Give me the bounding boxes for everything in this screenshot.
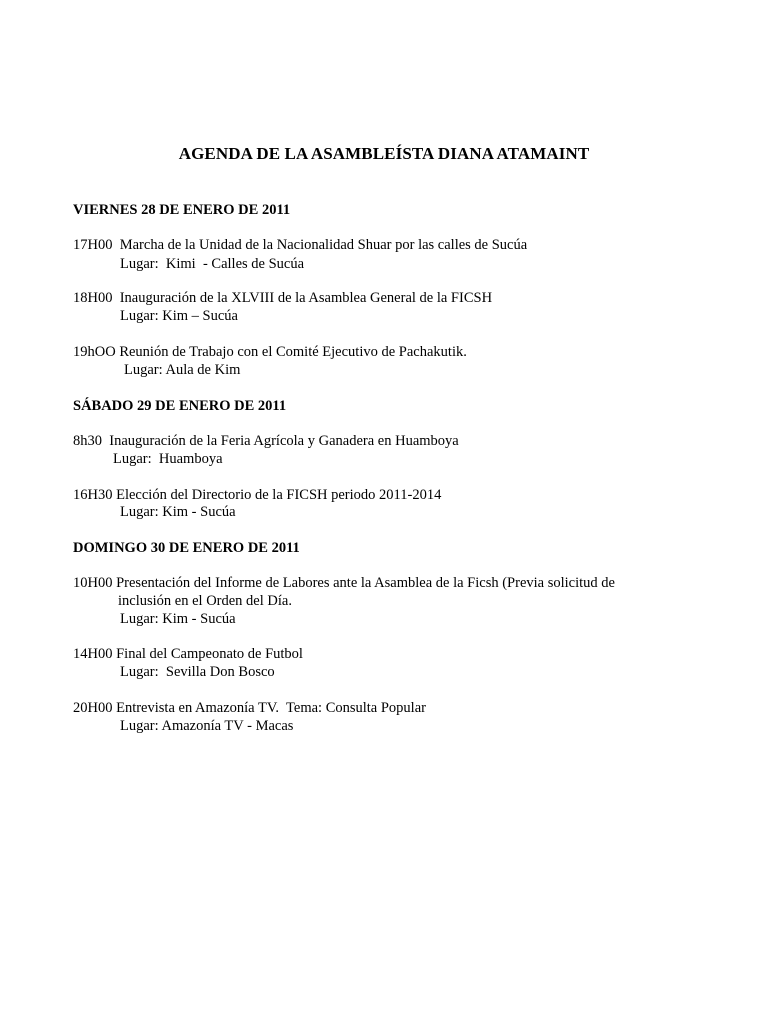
day-heading-domingo: DOMINGO 30 DE ENERO DE 2011 [73, 540, 300, 556]
event-place: Lugar: Kim - Sucúa [120, 611, 236, 627]
event-place: Lugar: Amazonía TV - Macas [120, 718, 294, 734]
event-line: 17H00 Marcha de la Unidad de la Nacionalidad Shuar por las calles de Sucúa [73, 237, 528, 253]
day-heading-viernes: VIERNES 28 DE ENERO DE 2011 [73, 202, 291, 218]
event-place: Lugar: Sevilla Don Bosco [120, 664, 275, 680]
day-heading-sabado: SÁBADO 29 DE ENERO DE 2011 [73, 398, 287, 414]
event-place: Lugar: Kimi - Calles de Sucúa [120, 256, 305, 272]
event-place: Lugar: Kim – Sucúa [120, 308, 238, 324]
event-line: 14H00 Final del Campeonato de Futbol [73, 646, 303, 662]
event-line: 20H00 Entrevista en Amazonía TV. Tema: Consulta Popular [73, 700, 426, 716]
event-line-continuation: inclusión en el Orden del Día. [118, 593, 292, 609]
event-place: Lugar: Kim - Sucúa [120, 504, 236, 520]
event-line: 18H00 Inauguración de la XLVIII de la Asamblea General de la FICSH [73, 290, 493, 306]
event-place: Lugar: Huamboya [113, 451, 223, 467]
event-line: 19hOO Reunión de Trabajo con el Comité Ejecutivo de Pachakutik. [73, 344, 467, 360]
event-place: Lugar: Aula de Kim [124, 362, 241, 378]
page-title: AGENDA DE LA ASAMBLEÍSTA DIANA ATAMAINT [178, 144, 590, 163]
event-line: 8h30 Inauguración de la Feria Agrícola y Ganadera en Huamboya [73, 433, 459, 449]
event-line: 10H00 Presentación del Informe de Labores ante la Asamblea de la Ficsh (Previa solicitud de [73, 575, 615, 591]
event-line: 16H30 Elección del Directorio de la FICSH periodo 2011-2014 [73, 487, 442, 503]
